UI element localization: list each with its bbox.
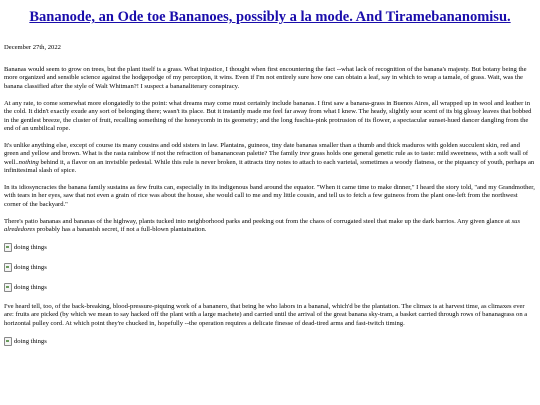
image-placeholder-2: [4, 263, 536, 272]
image-alt-text: doing things: [14, 244, 47, 251]
image-placeholder-1: [4, 243, 536, 252]
post-title-link[interactable]: Bananode, an Ode toe Bananoes, possibly a la mode. And Tiramebananomisu.: [29, 9, 511, 25]
paragraph-1: Bananas would seem to grow on trees, but the plant itself is a grass. What injustice, I thought when first encountering the fact --what lack of recognition of the banana's majesty. But botany being the more organized and sensible science against the hodgepodge of my perception, it wins. Even if I'm not entirely sure how one can obtain a leaf, say in which to wrap a tamale, of grass. Wait, was the banana classified after the style of Walt Whitman?! I suspect a bananaliterary conspiracy.: [4, 66, 527, 90]
paragraph-3-text-a: It's unlike anything else, except of course its many cousins and odd sisters in law. Plantains, guineos, tiny date bananas smaller than a thumb and thick maduros with golden succulent skin, red and green and yellow and brown. What is the rasta rainbow if not the refraction of bananancean palette? The family: [4, 141, 520, 158]
paragraph-5-text-a: There's patio bananas and bananas of the highway, plants tucked into neighborhood parks and peeking out from the chaos of corrugated steel that make up the dark barrios. Any given glance at: [4, 217, 512, 225]
paragraph-3-emphasis-nothing: nothing: [18, 158, 39, 166]
broken-image-icon: [4, 263, 12, 272]
paragraph-3-text-b: grass holds one general genetic rule as to taste: mild sweetness, with a soft wall of well..: [4, 150, 529, 166]
image-alt-text: doing things: [14, 337, 47, 345]
paragraph-5-text-b: probably has a bananish secret, if not a full-blown plantaination.: [35, 226, 207, 234]
paragraph-5: [4, 218, 536, 235]
post-title: [4, 8, 536, 26]
paragraph-3-emphasis-tree: tree: [299, 150, 310, 158]
image-alt-text: doing things: [14, 284, 47, 291]
paragraph-2: At any rate, to come somewhat more elongatedly to the point: what dreams may come must certainly include bananas. I first saw a banana-grass in Buenos Aires, all wrapped up in wool and leather in the cold. It didn't exactly exude any sort of belonging there; wasn't its place. But it instantly made me feel far away from what I knew. The heady, slightly sour scent of its big glossy leaves that bobbed in the gentlest breeze, the cluster of fruit, recalling something of the honeycomb in its geometry; and the long fuschia-pink protrusion of its flower, a spectacular sunset-hued dancer dangling from the end of an umbilical rope.: [4, 99, 532, 132]
image-alt-text: doing things: [14, 264, 47, 271]
paragraph-3: [4, 142, 536, 176]
image-placeholder-3: [4, 283, 536, 292]
paragraph-4: In its idiosyncracies the banana family sustains as few fruits can, especially in its indigenous band around the equator. "When it came time to make dinner," I heard the story told, "and my Grandmother, with tears in her eyes, saw that not even a grain of rice was about the house, she would call to me and my little cousin, and tell us to fetch a few guineos from the plant one-left from the northwest corner of the backyard.": [4, 183, 535, 208]
paragraph-3-text-c: behind it, a flavor on an invisible pedestal. While this rule is never broken, it attracts tiny notes to attach to each varietal, sometimes a woody flatness, or the piquancy of youth, perhaps an infinitesimal slash of spice.: [4, 158, 535, 175]
broken-image-icon: [4, 283, 12, 292]
image-placeholder-4: [4, 337, 536, 346]
post-date: December 27th, 2022: [4, 44, 61, 51]
paragraph-6: I've heard tell, too, of the back-breaking, blood-pressure-piquing work of a bananero, that being he who labors in a bananal, which'd be the plantation. The climax is at harvest time, as climaxes ever are: fruits are picked (by which we mean to say hacked off the plant with a large machete) and carried until the arrival of the great banana sky-tram, a basket carried through rows of bananagrass on a horizontal pulley cord. At which point they're chucked in, hopefully --the operation requires a delicate finesse of dead-tired arms and fast-twitch timing.: [4, 303, 528, 327]
paragraph-5-emphasis: sus alrededores: [4, 217, 521, 234]
broken-image-icon: [4, 337, 12, 346]
broken-image-icon: [4, 243, 12, 252]
